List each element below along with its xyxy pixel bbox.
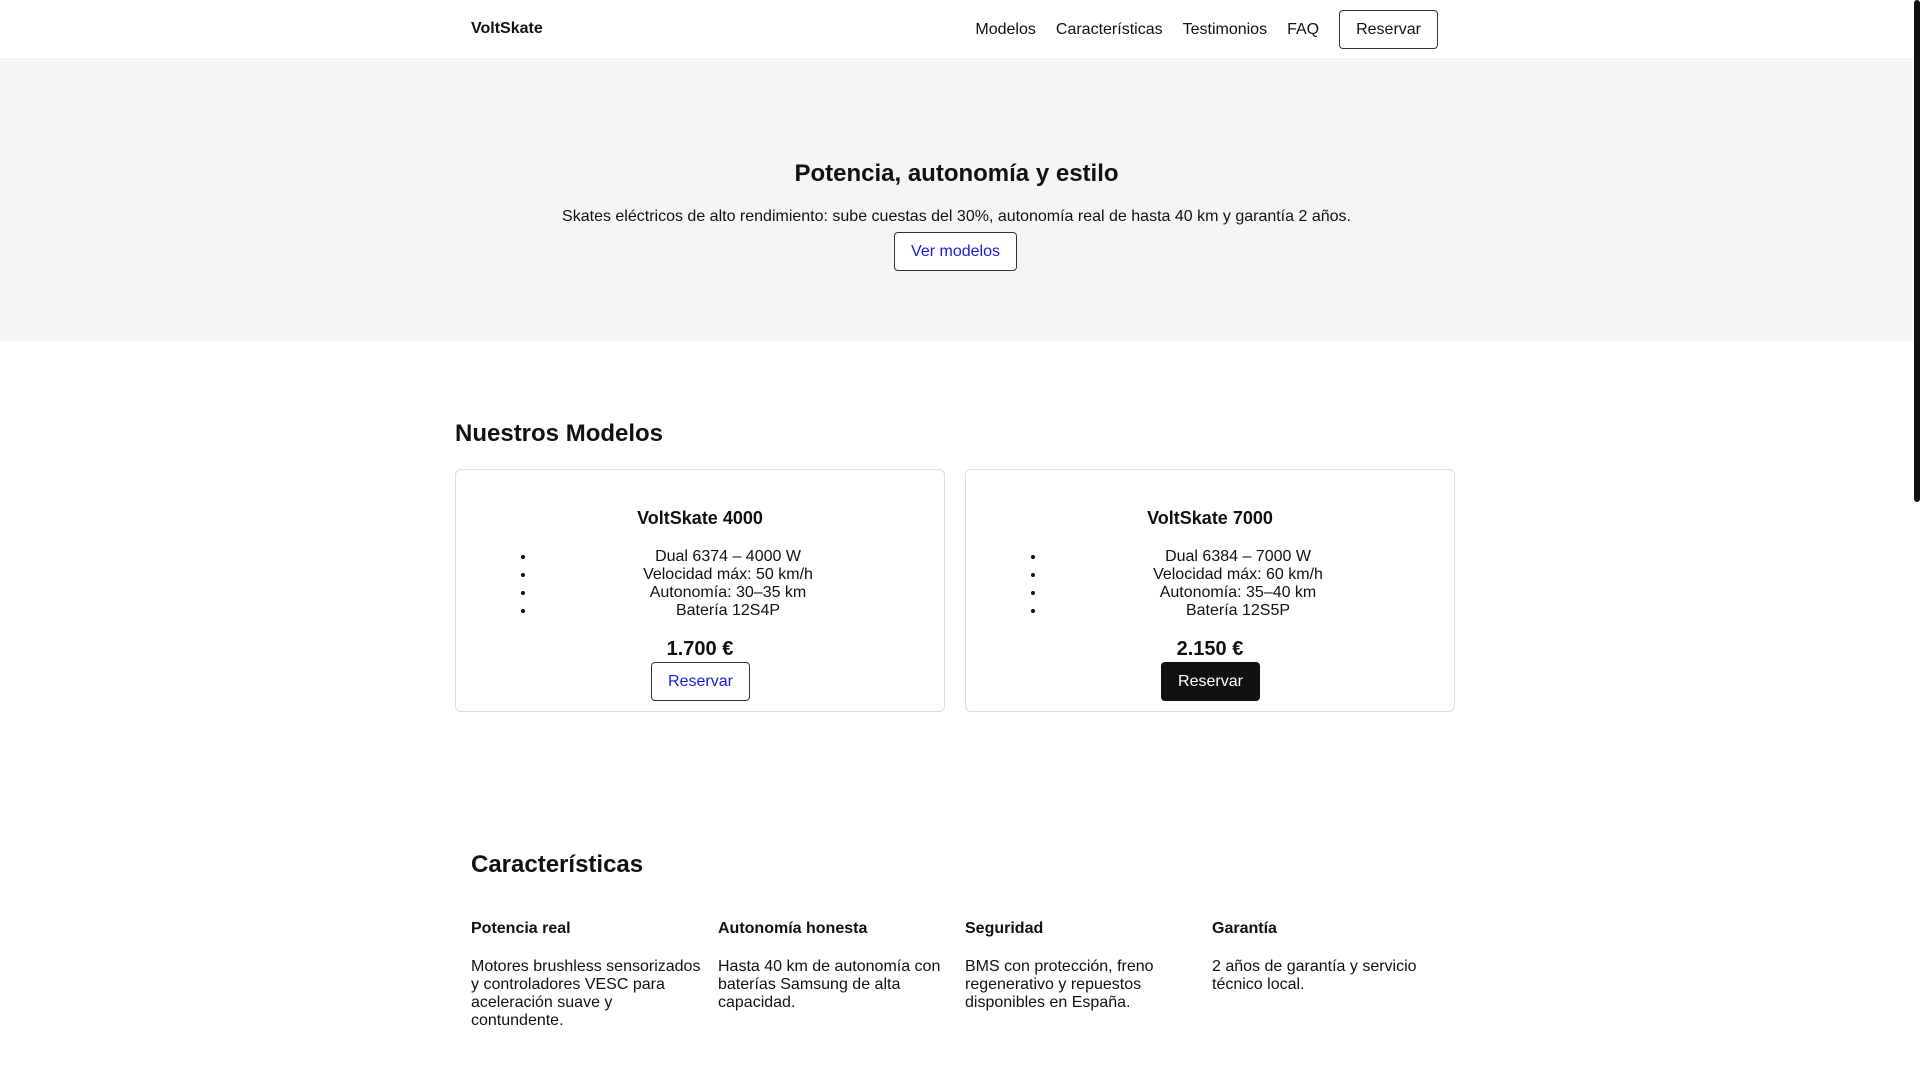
feature-title: Seguridad — [965, 920, 1044, 937]
feature-title: Autonomía honesta — [718, 920, 868, 937]
header-reservar-button[interactable]: Reservar — [1339, 10, 1438, 49]
feature-title: Potencia real — [471, 920, 571, 937]
main-nav — [975, 10, 1438, 49]
model-spec-list — [496, 548, 920, 620]
spec-item: • Velocidad máx: 50 km/h — [536, 566, 920, 584]
feature-text: 2 años de garantía y servicio técnico local. — [1212, 958, 1417, 993]
feature-autonomia — [718, 920, 950, 1012]
spec-item: • Velocidad máx: 60 km/h — [1046, 566, 1430, 584]
model-card-4000 — [455, 469, 945, 712]
model-price: 2.150 € — [1176, 638, 1244, 660]
spec-item: • Dual 6384 – 7000 W — [1046, 548, 1430, 566]
models-section-title: Nuestros Modelos — [455, 420, 664, 447]
model-name: VoltSkate 4000 — [637, 508, 763, 528]
brand-logo[interactable]: VoltSkate — [471, 20, 543, 37]
model-card-7000 — [965, 469, 1455, 712]
feature-potencia — [471, 920, 703, 1030]
feature-text: Motores brushless sensorizados y controladores VESC para aceleración suave y contundente. — [471, 958, 701, 1029]
scrollbar-thumb[interactable] — [1914, 0, 1920, 502]
hero-subtitle: Skates eléctricos de alto rendimiento: sube cuestas del 30%, autonomía real de hasta 40 km y garantía 2 años. — [562, 208, 1351, 225]
hero-section — [0, 61, 1913, 341]
top-navbar — [0, 0, 1913, 60]
hero-title: Potencia, autonomía y estilo — [794, 160, 1119, 187]
feature-text: BMS con protección, freno regenerativo y repuestos disponibles en España. — [965, 958, 1154, 1011]
nav-link-testimonios[interactable]: Testimonios — [1182, 20, 1268, 38]
model-name: VoltSkate 7000 — [1147, 508, 1273, 528]
reservar-4000-button[interactable]: Reservar — [651, 662, 750, 701]
nav-link-faq[interactable]: FAQ — [1287, 20, 1320, 38]
model-spec-list — [1006, 548, 1430, 620]
reservar-7000-button[interactable]: Reservar — [1161, 662, 1260, 701]
feature-text: Hasta 40 km de autonomía con baterías Samsung de alta capacidad. — [718, 958, 941, 1011]
spec-item: • Autonomía: 30–35 km — [536, 584, 920, 602]
nav-link-modelos[interactable]: Modelos — [975, 20, 1036, 38]
features-section-title: Características — [471, 851, 644, 878]
spec-item: • Batería 12S4P — [536, 602, 920, 620]
feature-title: Garantía — [1212, 920, 1277, 937]
spec-item: • Autonomía: 35–40 km — [1046, 584, 1430, 602]
nav-link-caracteristicas[interactable]: Características — [1055, 20, 1163, 38]
spec-item: • Batería 12S5P — [1046, 602, 1430, 620]
vertical-scrollbar[interactable] — [1913, 0, 1920, 1080]
feature-garantia — [1212, 920, 1444, 994]
model-price: 1.700 € — [666, 638, 734, 660]
ver-modelos-button[interactable]: Ver modelos — [894, 232, 1017, 271]
feature-seguridad — [965, 920, 1197, 1012]
spec-item: • Dual 6374 – 4000 W — [536, 548, 920, 566]
